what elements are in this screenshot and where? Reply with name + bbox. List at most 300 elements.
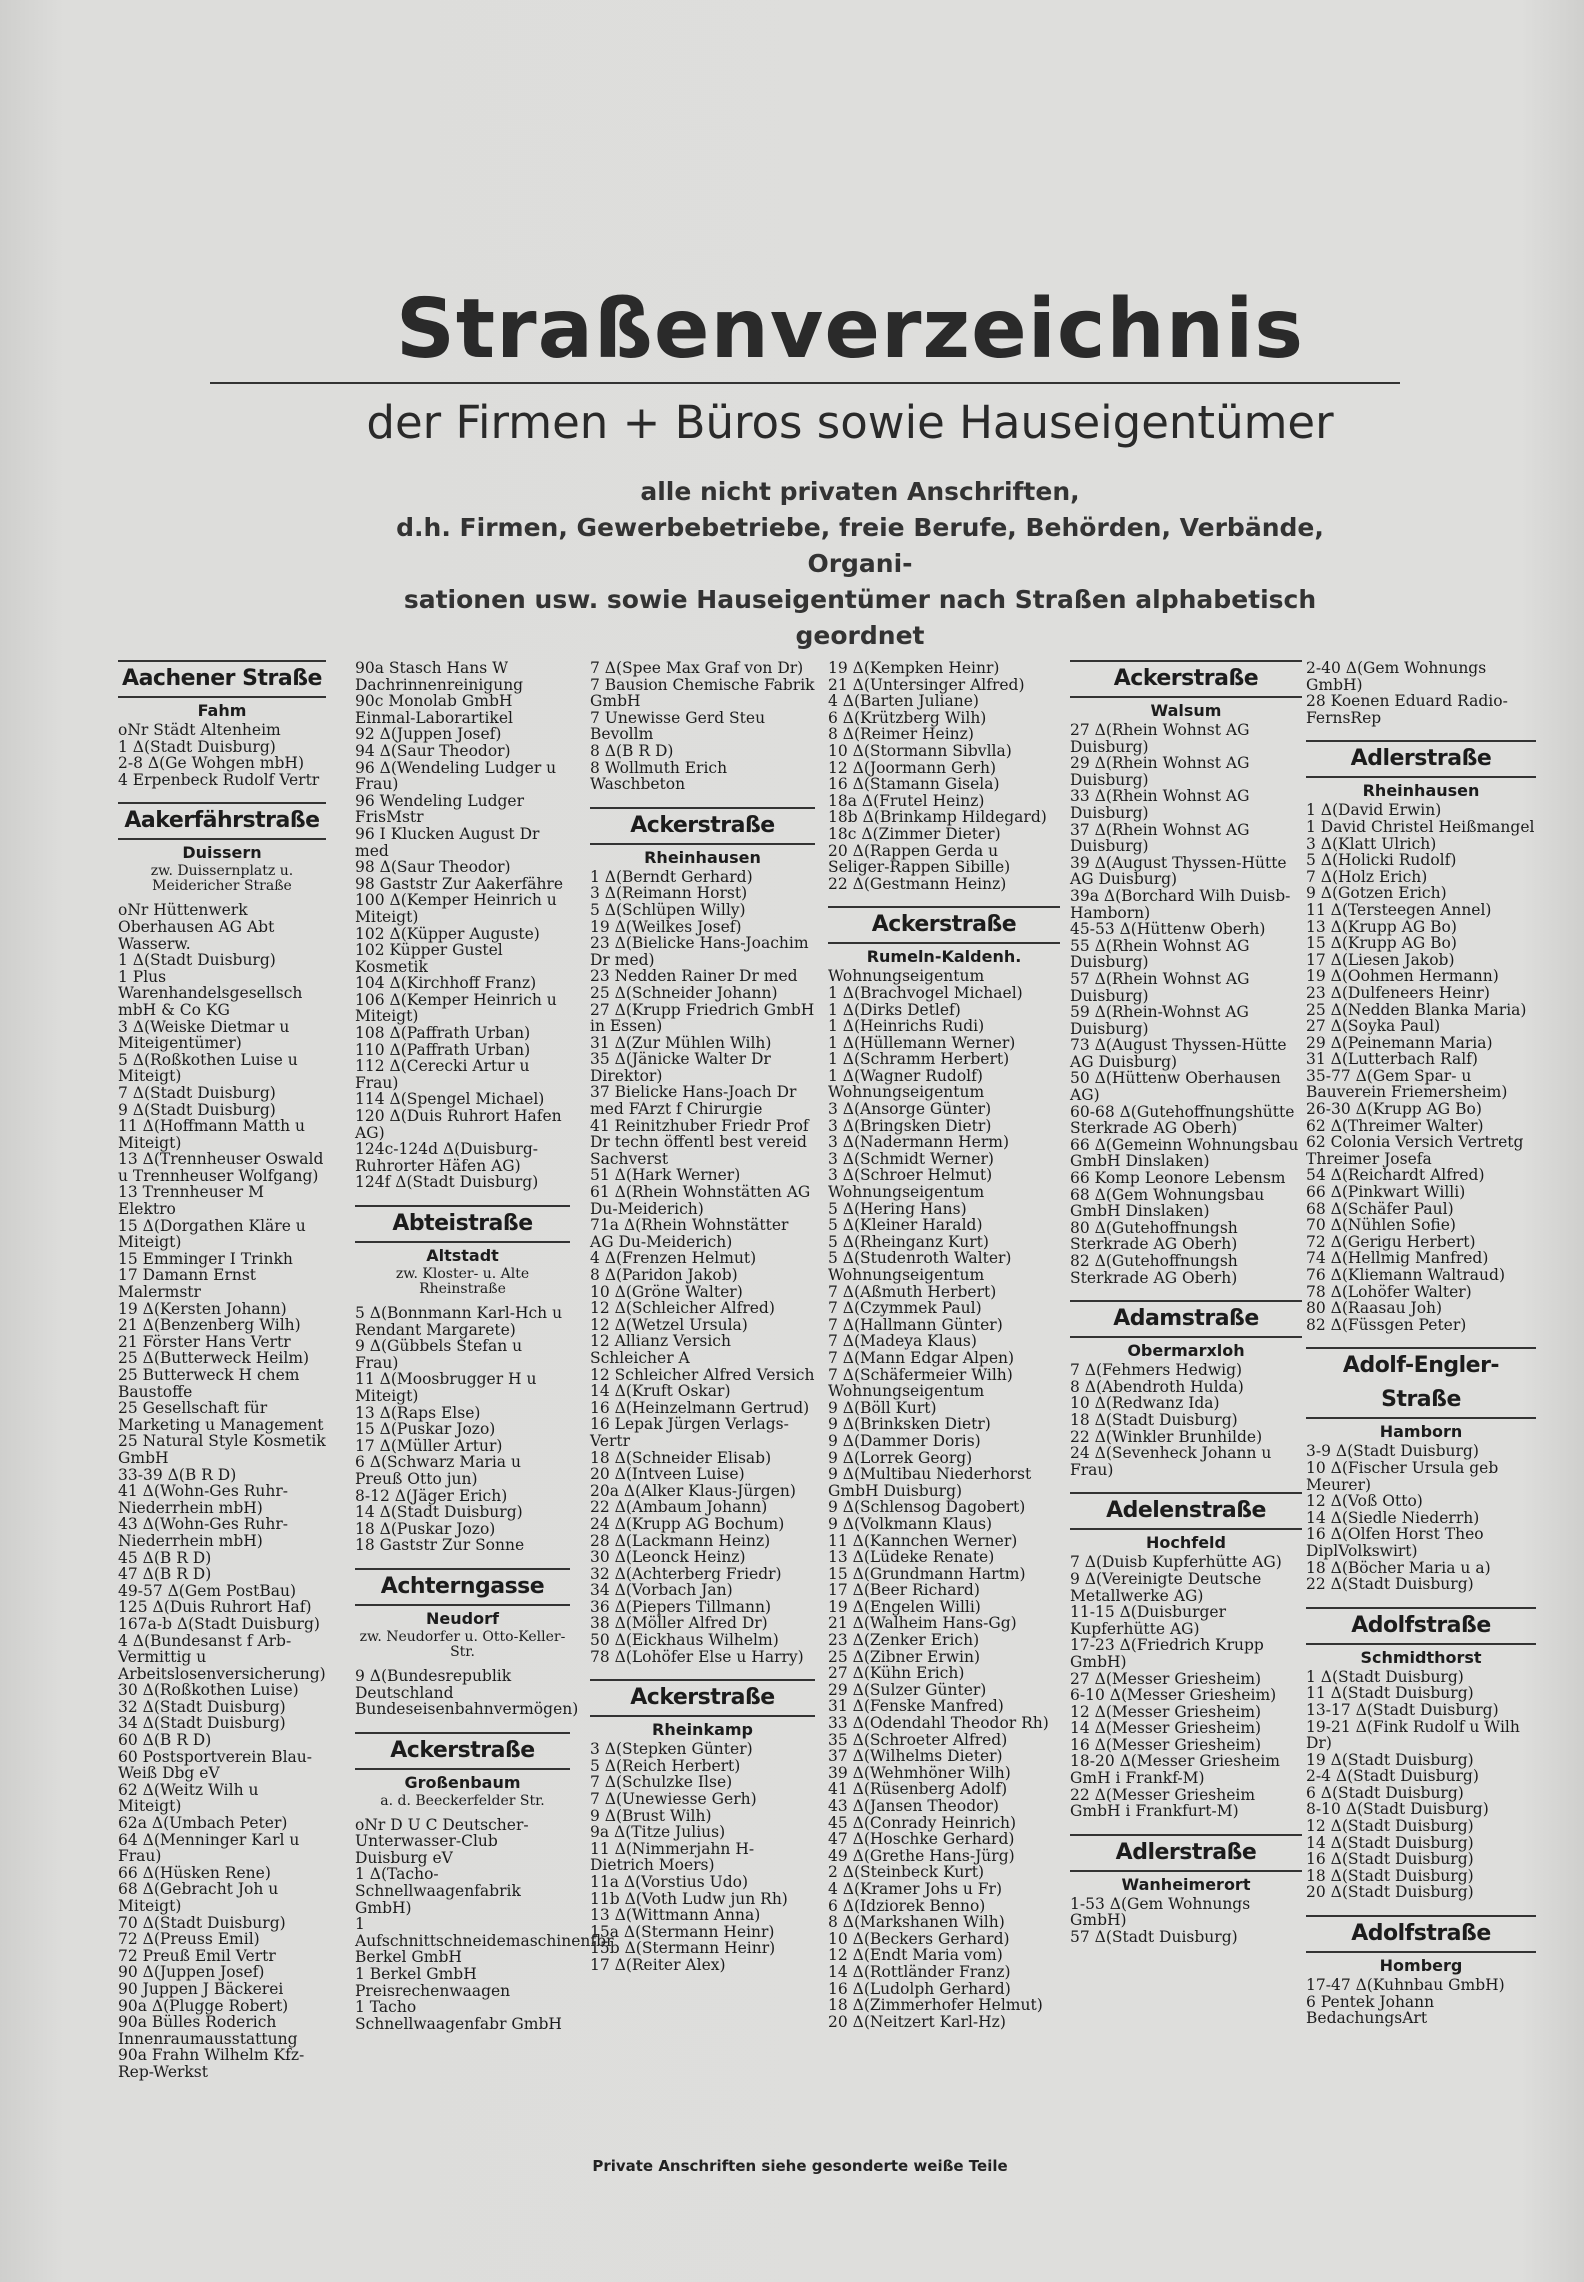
address-entry: 7 Δ(Unewiesse Gerh) xyxy=(590,1790,757,1809)
address-entry: 80 Δ(Raasau Joh) xyxy=(1306,1299,1443,1318)
address-entry: 76 Δ(Kliemann Waltraud) xyxy=(1306,1266,1506,1284)
address-entry: 23 Δ(Bielicke Hans-Joachim Dr med) xyxy=(590,934,809,969)
address-entry: 20 Δ(Intveen Luise) xyxy=(590,1465,745,1484)
address-entry: 74 Δ(Hellmig Manfred) xyxy=(1306,1249,1489,1268)
district-name: Hochfeld xyxy=(1145,1533,1226,1553)
address-entry: 68 Δ(Schäfer Paul) xyxy=(1306,1199,1454,1218)
address-entry: 90c Monolab GmbH Einmal-Laborartikel xyxy=(355,692,513,727)
address-entry: 30 Δ(Roßkothen Luise) xyxy=(118,1681,299,1700)
street-name: Adolfstraße xyxy=(1306,1915,1536,1953)
address-entry: 20 Δ(Stadt Duisburg) xyxy=(1306,1883,1474,1902)
address-entry: oNr D U C Deutscher-Unterwasser-Club Duisburg eV xyxy=(355,1815,529,1867)
directory-column xyxy=(828,660,1060,2036)
address-entry: 3 Δ(Stepken Günter) xyxy=(590,1740,753,1759)
footer-note: Private Anschriften siehe gesonderte weiße Teile xyxy=(592,2157,1008,2175)
address-entry: 29 Δ(Rhein Wohnst AG Duisburg) xyxy=(1070,754,1250,789)
address-entry: 57 Δ(Stadt Duisburg) xyxy=(1070,1928,1238,1947)
address-entry: 15a Δ(Stermann Heinr) xyxy=(590,1922,775,1941)
address-entry: 114 Δ(Spengel Michael) xyxy=(355,1090,545,1109)
address-entry: 7 Δ(Duisb Kupferhütte AG) xyxy=(1070,1553,1282,1572)
address-entry: 5 Δ(Schlüpen Willy) xyxy=(590,900,746,919)
address-entry: 11 Δ(Hoffmann Matth u Miteigt) xyxy=(118,1117,306,1152)
address-entry: 60 Postsportverein Blau-Weiß Dbg eV xyxy=(118,1747,312,1783)
address-entry: 7 Δ(Fehmers Hedwig) xyxy=(1070,1361,1243,1380)
address-entry: 124f Δ(Stadt Duisburg) xyxy=(355,1173,539,1192)
street-location-note: a. d. Beeckerfelder Str. xyxy=(380,1792,545,1809)
address-entry: 1 Δ(Schramm Herbert) xyxy=(828,1050,1010,1069)
address-entry: 25 Butterweck H chem Baustoffe xyxy=(118,1366,300,1401)
address-entry: 9 Δ(Gotzen Erich) xyxy=(1306,884,1447,903)
address-entry: 28 Koenen Eduard Radio-FernsRep xyxy=(1306,692,1508,727)
address-entry: 25 Δ(Schneider Johann) xyxy=(590,983,778,1002)
address-entry: 90a Δ(Plugge Robert) xyxy=(118,1996,289,2015)
street-section xyxy=(355,1205,570,1554)
street-name: Ackerstraße xyxy=(355,1732,570,1770)
address-entry: 8-12 Δ(Jäger Erich) xyxy=(355,1486,508,1505)
address-entry: 12 Schleicher Alfred Versich xyxy=(590,1365,815,1384)
address-entry: 23 Δ(Dulfeneers Heinr) xyxy=(1306,983,1490,1002)
address-entry: 22 Δ(Ambaum Johann) xyxy=(590,1498,768,1517)
address-entry: 41 Δ(Wohn-Ges Ruhr-Niederrhein mbH) xyxy=(118,1482,289,1517)
address-entry: 96 I Klucken August Dr med xyxy=(355,824,540,860)
address-entry: 12 Δ(Stadt Duisburg) xyxy=(1306,1817,1474,1836)
address-entry: 35 Δ(Schroeter Alfred) xyxy=(828,1730,1008,1749)
address-entry: 16 Δ(Stamann Gisela) xyxy=(828,775,1000,794)
address-entry: 9 Δ(Lorrek Georg) xyxy=(828,1448,973,1467)
address-entry: 19 Δ(Kempken Heinr) xyxy=(828,659,1000,677)
address-entry: 8 Δ(Abendroth Hulda) xyxy=(1070,1377,1244,1396)
street-section xyxy=(590,807,815,1666)
address-entry: 7 Δ(Spee Max Graf von Dr) xyxy=(590,659,804,677)
address-entry: 62 Δ(Threimer Walter) xyxy=(1306,1116,1484,1135)
address-entry: 68 Δ(Gebracht Joh u Miteigt) xyxy=(118,1880,279,1915)
address-entry: 49 Δ(Grethe Hans-Jürg) xyxy=(828,1846,1015,1865)
address-entry: 68 Δ(Gem Wohnungsbau GmbH Dinslaken) xyxy=(1070,1185,1265,1221)
street-section xyxy=(1070,1492,1302,1820)
address-entry: oNr Hüttenwerk Oberhausen AG Abt Wasserw. xyxy=(118,901,275,953)
address-entry: 72 Preuß Emil Vertr xyxy=(118,1946,276,1965)
address-entry: 1 Δ(Berndt Gerhard) xyxy=(590,867,753,886)
address-entry: 34 Δ(Vorbach Jan) xyxy=(590,1581,733,1600)
address-entry: 7 Δ(Mann Edgar Alpen) xyxy=(828,1348,1015,1367)
address-entry: 16 Δ(Stadt Duisburg) xyxy=(1306,1850,1474,1869)
address-entry: 15 Δ(Grundmann Hartm) xyxy=(828,1564,1026,1583)
intro-line: sationen usw. sowie Hauseigentümer nach Straßen alphabetisch geordnet xyxy=(403,585,1317,650)
address-entry: 7 Δ(Aßmuth Herbert) xyxy=(828,1282,997,1301)
address-entry: 13-17 Δ(Stadt Duisburg) xyxy=(1306,1700,1499,1719)
address-entry: 5 Δ(Hering Hans) xyxy=(828,1199,967,1218)
address-entry: 5 Δ(Holicki Rudolf) xyxy=(1306,851,1457,870)
address-entry: 2-4 Δ(Stadt Duisburg) xyxy=(1306,1767,1479,1786)
address-entry: 22 Δ(Stadt Duisburg) xyxy=(1306,1575,1474,1594)
address-entry: 18 Δ(Böcher Maria u a) xyxy=(1306,1558,1491,1577)
address-entry: 90a Bülles Roderich Innenraumausstattung xyxy=(118,2013,298,2048)
district-name: Großenbaum xyxy=(404,1772,521,1792)
address-entry: 16 Δ(Messer Griesheim) xyxy=(1070,1735,1262,1754)
address-entry: 25 Natural Style Kosmetik GmbH xyxy=(118,1432,326,1467)
address-entry: 13 Δ(Wittmann Anna) xyxy=(590,1906,761,1925)
address-entry: 26-30 Δ(Krupp AG Bo) xyxy=(1306,1100,1482,1119)
district-name: Schmidthorst xyxy=(1360,1647,1482,1667)
address-entry: 9 Δ(Gübbels Stefan u Frau) xyxy=(355,1337,523,1372)
address-entry: 37 Δ(Rhein Wohnst AG Duisburg) xyxy=(1070,820,1250,856)
address-entry: 6-10 Δ(Messer Griesheim) xyxy=(1070,1686,1277,1705)
street-section xyxy=(1306,740,1536,1333)
address-entry: 12 Δ(Joormann Gerh) xyxy=(828,758,997,777)
address-entry: 1 Plus Warenhandelsgesellsch mbH & Co KG xyxy=(118,967,303,1019)
address-entry: 5 Δ(Rheinganz Kurt) xyxy=(828,1232,989,1251)
address-entry: 16 Δ(Ludolph Gerhard) xyxy=(828,1979,1011,1998)
address-entry: 9 Δ(Brust Wilh) xyxy=(590,1806,712,1825)
address-entry: 17 Δ(Beer Richard) xyxy=(828,1581,980,1600)
address-entry: 7 Δ(Hallmann Günter) xyxy=(828,1315,1003,1334)
address-entry: 18 Δ(Zimmerhofer Helmut) xyxy=(828,1996,1043,2015)
address-entry: 60-68 Δ(Gutehoffnungshütte Sterkrade AG Oberh) xyxy=(1070,1102,1295,1138)
address-entry: 10 Δ(Fischer Ursula geb Meurer) xyxy=(1306,1458,1499,1494)
address-entry: 12 Δ(Messer Griesheim) xyxy=(1070,1702,1262,1721)
district-name: Altstadt xyxy=(426,1246,499,1265)
address-entry: 50 Δ(Eickhaus Wilhelm) xyxy=(590,1631,779,1650)
address-entry: 73 Δ(August Thyssen-Hütte AG Duisburg) xyxy=(1070,1036,1287,1071)
street-section xyxy=(828,660,1060,892)
address-entry: 25 Δ(Zibner Erwin) xyxy=(828,1647,981,1666)
address-entry: 15 Emminger I Trinkh xyxy=(118,1249,293,1268)
address-entry: 1 Δ(Stadt Duisburg) xyxy=(118,951,276,970)
address-entry: 1 Δ(Stadt Duisburg) xyxy=(118,737,276,756)
address-entry: 11 Δ(Stadt Duisburg) xyxy=(1306,1684,1474,1703)
address-entry: 39a Δ(Borchard Wilh Duisb-Hamborn) xyxy=(1070,886,1291,922)
address-entry: 100 Δ(Kemper Heinrich u Miteigt) xyxy=(355,891,557,926)
address-entry: 7 Bausion Chemische Fabrik GmbH xyxy=(590,675,815,711)
address-entry: 9 Δ(Brinksken Dietr) xyxy=(828,1415,991,1434)
address-entry: 35 Δ(Jänicke Walter Dr Direktor) xyxy=(590,1050,771,1085)
address-entry: 82 Δ(Füssgen Peter) xyxy=(1306,1315,1467,1334)
address-entry: 104 Δ(Kirchhoff Franz) xyxy=(355,974,537,993)
address-entry: 15 Δ(Dorgathen Kläre u Miteigt) xyxy=(118,1216,306,1252)
address-entry: 17-47 Δ(Kuhnbau GmbH) xyxy=(1306,1976,1505,1995)
address-entry: 49-57 Δ(Gem PostBau) xyxy=(118,1581,297,1600)
address-entry: 72 Δ(Gerigu Herbert) xyxy=(1306,1232,1476,1251)
address-entry: 32 Δ(Stadt Duisburg) xyxy=(118,1697,286,1716)
address-entry: 19 Δ(Kersten Johann) xyxy=(118,1299,287,1318)
address-entry: 61 Δ(Rhein Wohnstätten AG Du-Meiderich) xyxy=(590,1183,811,1218)
address-entry: 21 Δ(Untersinger Alfred) xyxy=(828,675,1025,694)
address-entry: 11b Δ(Voth Ludw jun Rh) xyxy=(590,1889,788,1908)
address-entry: 5 Δ(Bonnmann Karl-Hch u Rendant Margarete) xyxy=(355,1304,563,1339)
address-entry: 11-15 Δ(Duisburger Kupferhütte AG) xyxy=(1070,1603,1226,1638)
address-entry: 33 Δ(Rhein Wohnst AG Duisburg) xyxy=(1070,787,1250,822)
address-entry: 34 Δ(Stadt Duisburg) xyxy=(118,1714,286,1733)
street-section xyxy=(355,660,570,1191)
district-name: Rumeln-Kaldenh. xyxy=(866,947,1022,967)
address-entry: 3 Δ(Nadermann Herm) xyxy=(828,1133,1010,1152)
address-entry: 66 Δ(Gemeinn Wohnungsbau GmbH Dinslaken) xyxy=(1070,1135,1299,1171)
district-name: Fahm xyxy=(197,701,247,720)
address-entry: 82 Δ(Gutehoffnungsh Sterkrade AG Oberh) xyxy=(1070,1252,1238,1287)
address-entry: 8 Δ(Reimer Heinz) xyxy=(828,725,974,744)
address-entry: 2-8 Δ(Ge Wohgen mbH) xyxy=(118,754,304,773)
address-entry: 1 David Christel Heißmangel xyxy=(1306,817,1535,836)
address-entry: 25 Δ(Nedden Blanka Maria) xyxy=(1306,1000,1527,1019)
address-entry: 13 Δ(Krupp AG Bo) xyxy=(1306,917,1457,936)
address-entry: 71a Δ(Rhein Wohnstätter AG Du-Meiderich) xyxy=(590,1216,789,1251)
address-entry: 27 Δ(Soyka Paul) xyxy=(1306,1017,1441,1036)
address-entry: 66 Δ(Pinkwart Willi) xyxy=(1306,1183,1466,1202)
street-name: Abteistraße xyxy=(355,1205,570,1243)
address-entry: 90a Frahn Wilhelm Kfz-Rep-Werkst xyxy=(118,2046,305,2081)
address-entry: Wohnungseigentum xyxy=(828,967,985,986)
address-entry: 7 Δ(Madeya Klaus) xyxy=(828,1332,977,1351)
street-section xyxy=(355,1732,614,2033)
address-entry: 27 Δ(Messer Griesheim) xyxy=(1070,1669,1262,1688)
address-entry: 72 Δ(Preuss Emil) xyxy=(118,1930,260,1949)
address-entry: 55 Δ(Rhein Wohnst AG Duisburg) xyxy=(1070,936,1250,972)
address-entry: 18 Δ(Schneider Elisab) xyxy=(590,1448,772,1467)
address-entry: 70 Δ(Nühlen Sofie) xyxy=(1306,1216,1456,1235)
address-entry: 7 Δ(Schäfermeier Wilh) Wohnungseigentum xyxy=(828,1365,1013,1401)
address-entry: 92 Δ(Juppen Josef) xyxy=(355,725,502,744)
district-name: Duissern xyxy=(182,843,262,863)
address-entry: 90a Stasch Hans W Dachrinnenreinigung xyxy=(355,659,524,694)
address-entry: 28 Δ(Lackmann Heinz) xyxy=(590,1531,771,1550)
address-entry: 8 Δ(B R D) xyxy=(590,741,674,760)
address-entry: 20 Δ(Neitzert Karl-Hz) xyxy=(828,2012,1006,2031)
address-entry: 19 Δ(Stadt Duisburg) xyxy=(1306,1750,1474,1769)
address-entry: 4 Erpenbeck Rudolf Vertr xyxy=(118,770,320,789)
address-entry: 18a Δ(Frutel Heinz) xyxy=(828,791,985,810)
page-title: Straßenverzeichnis xyxy=(395,282,1305,377)
address-entry: 62a Δ(Umbach Peter) xyxy=(118,1814,288,1833)
address-entry: 110 Δ(Paffrath Urban) xyxy=(355,1040,531,1059)
address-entry: 9 Δ(Schlensog Dagobert) xyxy=(828,1498,1026,1517)
address-entry: 98 Δ(Saur Theodor) xyxy=(355,858,511,877)
street-section xyxy=(118,802,326,2080)
address-entry: 33-39 Δ(B R D) xyxy=(118,1465,237,1484)
intro-text xyxy=(340,474,1380,654)
address-entry: 18b Δ(Brinkamp Hildegard) xyxy=(828,808,1047,827)
address-entry: 35-77 Δ(Gem Spar- u Bauverein Friemersheim) xyxy=(1306,1066,1508,1102)
address-entry: 12 Δ(Voß Otto) xyxy=(1306,1492,1423,1511)
address-entry: 18-20 Δ(Messer Griesheim GmH i Frankf-M) xyxy=(1070,1752,1280,1788)
address-entry: 29 Δ(Peinemann Maria) xyxy=(1306,1033,1493,1052)
address-entry: 1 Δ(Hüllemann Werner) xyxy=(828,1033,1016,1052)
address-entry: 37 Bielicke Hans-Joach Dr med FArzt f Chirurgie xyxy=(590,1083,797,1119)
address-entry: 14 Δ(Stadt Duisburg) xyxy=(355,1503,523,1522)
street-section xyxy=(1306,1607,1536,1901)
district-name: Homberg xyxy=(1379,1956,1463,1976)
address-entry: 18 Gaststr Zur Sonne xyxy=(355,1536,525,1555)
address-entry: 27 Δ(Krupp Friedrich GmbH in Essen) xyxy=(590,1000,815,1036)
directory-column xyxy=(355,659,614,2038)
address-entry: 13 Δ(Raps Else) xyxy=(355,1403,481,1422)
address-entry: 17 Damann Ernst Malermstr xyxy=(118,1266,257,1302)
address-entry: 43 Δ(Wohn-Ges Ruhr-Niederrhein mbH) xyxy=(118,1515,289,1550)
address-entry: 90 Juppen J Bäckerei xyxy=(118,1979,284,1998)
address-entry: 4 Δ(Bundesanst f Arb-Vermittig u Arbeitslosenversicherung) xyxy=(118,1631,326,1683)
address-entry: 1 Berkel GmbH Preisrechenwaagen xyxy=(355,1965,511,2000)
address-entry: 24 Δ(Sevenheck Johann u Frau) xyxy=(1070,1444,1272,1479)
address-entry: 31 Δ(Fenske Manfred) xyxy=(828,1697,1004,1716)
address-entry: 64 Δ(Menninger Karl u Frau) xyxy=(118,1830,300,1866)
address-entry: 14 Δ(Stadt Duisburg) xyxy=(1306,1833,1474,1852)
district-name: Rheinkamp xyxy=(652,1720,753,1740)
street-section xyxy=(1070,1834,1302,1946)
address-entry: 96 Δ(Wendeling Ludger u Frau) xyxy=(355,758,557,794)
address-entry: 8-10 Δ(Stadt Duisburg) xyxy=(1306,1800,1489,1819)
street-section xyxy=(355,1568,579,1719)
address-entry: 1 Δ(Dirks Detlef) xyxy=(828,1000,961,1019)
street-location-note: zw. Duissernplatz u. Meidericher Straße xyxy=(150,863,294,895)
address-entry: 62 Colonia Versich Vertretg Threimer Josefa xyxy=(1306,1133,1524,1168)
address-entry: oNr Städt Altenheim xyxy=(118,721,281,739)
address-entry: 12 Δ(Endt Maria vom) xyxy=(828,1946,1003,1965)
address-entry: 31 Δ(Lutterbach Ralf) xyxy=(1306,1050,1478,1069)
address-entry: 14 Δ(Rottländer Franz) xyxy=(828,1962,1011,1981)
address-entry: 31 Δ(Zur Mühlen Wilh) xyxy=(590,1033,772,1052)
intro-line: d.h. Firmen, Gewerbebetriebe, freie Berufe, Behörden, Verbände, Organi- xyxy=(396,513,1324,578)
address-entry: 32 Δ(Achterberg Friedr) xyxy=(590,1564,782,1583)
address-entry: 17-23 Δ(Friedrich Krupp GmbH) xyxy=(1070,1636,1264,1671)
district-name: Wanheimerort xyxy=(1121,1874,1251,1894)
directory-column xyxy=(1306,660,1536,2033)
address-entry: 8 Δ(Paridon Jakob) xyxy=(590,1266,738,1284)
address-entry: 37 Δ(Wilhelms Dieter) xyxy=(828,1747,1003,1766)
address-entry: 9 Δ(Multibau Niederhorst GmbH Duisburg) xyxy=(828,1465,1032,1500)
address-entry: 3 Δ(Schmidt Werner) xyxy=(828,1149,994,1168)
address-entry: 1 Δ(Stadt Duisburg) xyxy=(1306,1667,1464,1686)
address-entry: 20 Δ(Rappen Gerda u Seliger-Rappen Sibille) xyxy=(828,841,1011,877)
street-section xyxy=(1306,1347,1536,1592)
address-entry: 7 Unewisse Gerd Steu Bevollm xyxy=(590,708,766,744)
address-entry: 9 Δ(Stadt Duisburg) xyxy=(118,1100,276,1119)
address-entry: 3 Δ(Klatt Ulrich) xyxy=(1306,834,1437,853)
address-entry: 3 Δ(Schroer Helmut) Wohnungseigentum xyxy=(828,1166,993,1202)
address-entry: 1 Δ(David Erwin) xyxy=(1306,801,1442,820)
address-entry: 66 Komp Leonore Lebensm xyxy=(1070,1169,1286,1188)
address-entry: 47 Δ(B R D) xyxy=(118,1565,212,1584)
street-name: Ackerstraße xyxy=(828,906,1060,944)
street-name: Adlerstraße xyxy=(1070,1834,1302,1872)
address-entry: 16 Δ(Olfen Horst Theo DiplVolkswirt) xyxy=(1306,1525,1484,1560)
address-entry: 7 Δ(Holz Erich) xyxy=(1306,867,1428,886)
address-entry: 19-21 Δ(Fink Rudolf u Wilh Dr) xyxy=(1306,1717,1520,1753)
address-entry: 2 Δ(Steinbeck Kurt) xyxy=(828,1863,984,1882)
address-entry: 3-9 Δ(Stadt Duisburg) xyxy=(1306,1442,1479,1461)
address-entry: 13 Δ(Lüdeke Renate) xyxy=(828,1548,995,1567)
address-entry: 4 Δ(Kramer Johs u Fr) xyxy=(828,1879,1002,1898)
district-name: Rheinhausen xyxy=(644,847,761,867)
street-name: Adlerstraße xyxy=(1306,740,1536,778)
address-entry: 41 Reinitzhuber Friedr Prof Dr techn öffentl best vereid Sachverst xyxy=(590,1116,809,1168)
address-entry: 70 Δ(Stadt Duisburg) xyxy=(118,1913,286,1932)
address-entry: 17 Δ(Müller Artur) xyxy=(355,1436,503,1455)
address-entry: 9 Δ(Böll Kurt) xyxy=(828,1398,937,1417)
address-entry: 11 Δ(Moosbrugger H u Miteigt) xyxy=(355,1370,537,1405)
directory-column xyxy=(118,660,326,2087)
district-name: Walsum xyxy=(1150,701,1222,720)
address-entry: 43 Δ(Jansen Theodor) xyxy=(828,1797,999,1815)
address-entry: 9 Δ(Bundesrepublik Deutschland Bundeseisenbahnvermögen) xyxy=(355,1666,579,1719)
street-section xyxy=(1070,660,1302,1286)
address-entry: 10 Δ(Gröne Walter) xyxy=(590,1282,743,1301)
address-entry: 10 Δ(Redwanz Ida) xyxy=(1070,1394,1220,1413)
district-name: Hamborn xyxy=(1379,1422,1463,1442)
address-entry: 12 Δ(Wetzel Ursula) xyxy=(590,1315,748,1334)
address-entry: 25 Gesellschaft für Marketing u Management xyxy=(118,1399,324,1434)
address-entry: 23 Nedden Rainer Dr med xyxy=(590,967,798,986)
street-section xyxy=(590,1679,815,1973)
address-entry: 78 Δ(Lohöfer Walter) xyxy=(1306,1282,1472,1301)
address-entry: 36 Δ(Piepers Tillmann) xyxy=(590,1597,771,1616)
district-name: Neudorf xyxy=(426,1608,499,1628)
street-name: Adamstraße xyxy=(1070,1300,1302,1338)
address-entry: 66 Δ(Hüsken Rene) xyxy=(118,1863,271,1882)
address-entry: 3 Δ(Weiske Dietmar u Miteigentümer) xyxy=(118,1017,290,1053)
directory-column xyxy=(590,660,815,1980)
address-entry: 16 Lepak Jürgen Verlags-Vertr xyxy=(590,1415,789,1450)
address-entry: 10 Δ(Stormann Sibvlla) xyxy=(828,741,1012,760)
title-rule xyxy=(210,382,1400,384)
address-entry: 120 Δ(Duis Ruhrort Hafen AG) xyxy=(355,1107,562,1142)
address-entry: 3 Δ(Reimann Horst) xyxy=(590,884,748,903)
address-entry: 5 Δ(Kleiner Harald) xyxy=(828,1216,983,1235)
street-section xyxy=(1306,660,1536,726)
address-entry: 18 Δ(Stadt Duisburg) xyxy=(1070,1410,1238,1429)
address-entry: 14 Δ(Kruft Oskar) xyxy=(590,1382,731,1401)
address-entry: 7 Δ(Stadt Duisburg) xyxy=(118,1083,276,1102)
address-entry: 45-53 Δ(Hüttenw Oberh) xyxy=(1070,920,1266,939)
address-entry: 45 Δ(B R D) xyxy=(118,1548,212,1567)
address-entry: 50 Δ(Hüttenw Oberhausen AG) xyxy=(1070,1069,1281,1105)
address-entry: 4 Δ(Frenzen Helmut) xyxy=(590,1249,757,1268)
address-entry: 11 Δ(Tersteegen Annel) xyxy=(1306,900,1492,919)
address-entry: 25 Δ(Butterweck Heilm) xyxy=(118,1349,310,1368)
address-entry: 1 Δ(Wagner Rudolf) Wohnungseigentum xyxy=(828,1066,985,1102)
address-entry: 98 Gaststr Zur Aakerfähre xyxy=(355,874,564,893)
address-entry: 38 Δ(Möller Alfred Dr) xyxy=(590,1614,768,1633)
street-name: Ackerstraße xyxy=(1070,660,1302,698)
address-entry: 47 Δ(Hoschke Gerhard) xyxy=(828,1830,1015,1849)
street-name: Adelenstraße xyxy=(1070,1492,1302,1530)
address-entry: 59 Δ(Rhein-Wohnst AG Duisburg) xyxy=(1070,1003,1249,1038)
address-entry: 2-40 Δ(Gem Wohnungs GmbH) xyxy=(1306,659,1487,694)
street-section xyxy=(1070,1300,1302,1478)
address-entry: 14 Δ(Messer Griesheim) xyxy=(1070,1719,1262,1738)
address-entry: 19 Δ(Weilkes Josef) xyxy=(590,917,742,936)
address-entry: 90 Δ(Juppen Josef) xyxy=(118,1963,265,1982)
address-entry: 7 Δ(Czymmek Paul) xyxy=(828,1299,982,1318)
street-section xyxy=(118,660,326,788)
address-entry: 17 Δ(Reiter Alex) xyxy=(590,1955,726,1974)
street-name: Ackerstraße xyxy=(590,807,815,845)
address-entry: 19 Δ(Engelen Willi) xyxy=(828,1597,981,1616)
address-entry: 1 Δ(Brachvogel Michael) xyxy=(828,983,1023,1002)
address-entry: 21 Δ(Walheim Hans-Gg) xyxy=(828,1614,1017,1633)
address-entry: 39 Δ(Wehmhöner Wilh) xyxy=(828,1763,1011,1782)
address-entry: 13 Trennheuser M Elektro xyxy=(118,1183,265,1219)
address-entry: 24 Δ(Krupp AG Bochum) xyxy=(590,1514,785,1533)
address-entry: 15 Δ(Puskar Jozo) xyxy=(355,1420,496,1439)
address-entry: 112 Δ(Cerecki Artur u Frau) xyxy=(355,1057,530,1092)
address-entry: 8 Δ(Markshanen Wilh) xyxy=(828,1913,1005,1932)
street-name: Adolf-Engler-Straße xyxy=(1306,1347,1536,1419)
address-entry: 1 Tacho Schnellwaagenfabr GmbH xyxy=(355,1998,562,2033)
page-subtitle: der Firmen + Büros sowie Hauseigentümer xyxy=(366,396,1334,449)
address-entry: 51 Δ(Hark Werner) xyxy=(590,1166,741,1185)
address-entry: 6 Pentek Johann BedachungsArt xyxy=(1306,1992,1435,2028)
address-entry: 11 Δ(Kannchen Werner) xyxy=(828,1531,1018,1550)
address-entry: 11a Δ(Vorstius Udo) xyxy=(590,1873,749,1891)
